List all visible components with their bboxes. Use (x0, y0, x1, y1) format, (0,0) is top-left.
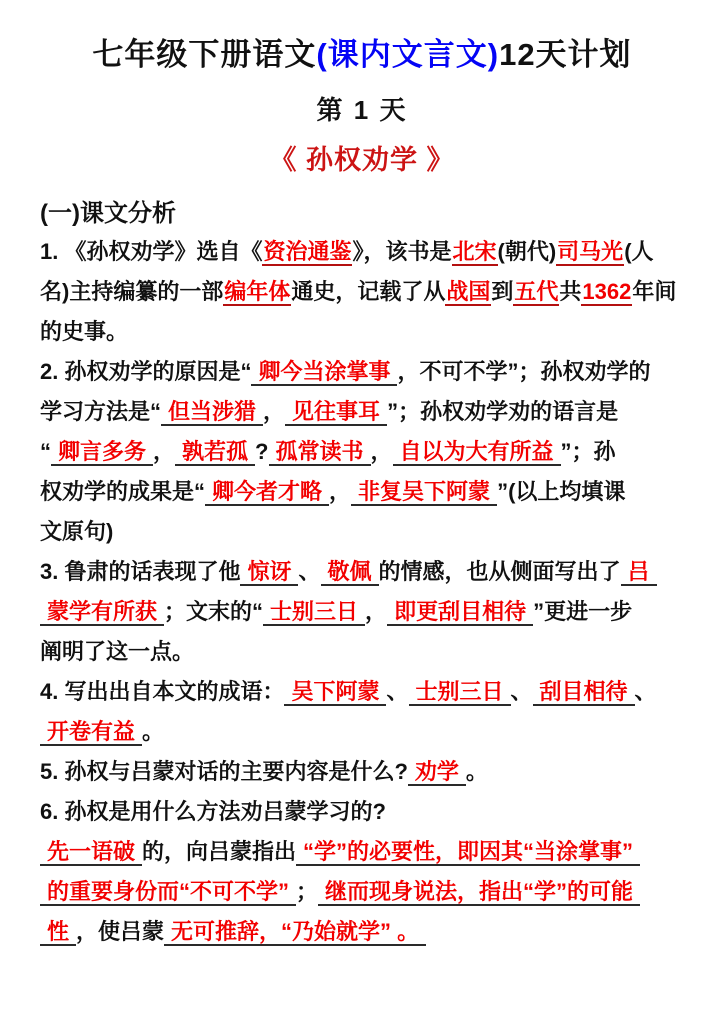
text-line (40, 472, 684, 512)
text-segment: 名)主持编纂的一部 (40, 278, 224, 304)
text-segment: 、 (298, 558, 321, 584)
text-line (40, 832, 684, 872)
answer-blank: 吴下阿蒙 (284, 679, 386, 706)
section-heading: (一)课文分析 (40, 199, 176, 227)
answer-blank: 战国 (446, 278, 491, 304)
page-title (40, 34, 684, 76)
text-segment: ? (255, 438, 269, 464)
text-segment: ”(以上均填课 (497, 478, 626, 504)
answer-blank: 蒙学有所获 (40, 599, 164, 626)
document-body (40, 232, 684, 952)
text-segment: 的史事。 (40, 318, 129, 344)
text-line (40, 872, 684, 912)
answer-blank: 开卷有益 (40, 719, 142, 746)
text-segment: ，使吕蒙 (76, 918, 165, 944)
text-line (40, 312, 684, 352)
text-segment: ， (329, 478, 352, 504)
text-segment: ， (153, 438, 176, 464)
text-segment: 》，该书是 (352, 238, 452, 264)
answer-blank: 司马光 (557, 238, 624, 264)
text-segment: 4. 写出出自本文的成语： (40, 678, 285, 704)
answer-blank: 自以为大有所益 (393, 439, 561, 466)
answer-blank: 孰若孤 (175, 439, 255, 466)
answer-blank: 卿今当涂掌事 (251, 359, 397, 386)
answer-blank: 编年体 (224, 278, 291, 304)
text-segment: ， (263, 398, 286, 424)
text-line (40, 912, 684, 952)
answer-blank: 继而现身说法，指出“学”的可能 (318, 879, 640, 906)
text-segment: ”更进一步 (533, 598, 633, 624)
answer-blank: 士别三日 (263, 599, 365, 626)
answer-blank: 刮目相待 (533, 679, 635, 706)
text-segment: ”；孙权劝学劝的语言是 (387, 398, 619, 424)
text-line (40, 232, 684, 272)
text-segment: 的，向吕蒙指出 (142, 838, 297, 864)
text-segment: 1. 《孙权劝学》选自《 (40, 238, 263, 264)
text-segment: 年间 (632, 278, 677, 304)
answer-blank: 五代 (514, 278, 559, 304)
answer-blank: 卿言多务 (51, 439, 153, 466)
text-segment: ，不可不学”；孙权劝学的 (397, 358, 651, 384)
text-segment: 、 (510, 678, 533, 704)
text-segment: 。 (142, 718, 165, 744)
text-segment: 学习方法是“ (40, 398, 162, 424)
answer-blank: 的重要身份而“不可不学” (40, 879, 296, 906)
answer-blank: 1362 (582, 278, 632, 304)
text-segment: ； (296, 878, 319, 904)
text-line (40, 632, 684, 672)
answer-blank: 性 (40, 919, 76, 946)
text-segment: 5. 孙权与吕蒙对话的主要内容是什么? (40, 758, 408, 784)
answer-blank: 惊讶 (240, 559, 298, 586)
title-segment: 七年级下册语文 (92, 37, 317, 72)
text-line (40, 552, 684, 592)
answer-blank: 即更刮目相待 (387, 599, 533, 626)
answer-blank: “学”的必要性，即因其“当涂掌事” (296, 839, 640, 866)
answer-blank: 资治通鉴 (263, 238, 352, 264)
text-line (40, 392, 684, 432)
answer-blank: 但当涉猎 (161, 399, 263, 426)
text-segment: ；文末的“ (164, 598, 264, 624)
text-line (40, 752, 684, 792)
answer-blank: 北宋 (452, 238, 497, 264)
answer-blank: 吕 (621, 559, 657, 586)
text-line (40, 592, 684, 632)
text-segment: (朝代) (497, 238, 557, 264)
text-segment: 阐明了这一点。 (40, 638, 195, 664)
text-segment: 通史，记载了从 (291, 278, 446, 304)
text-line (40, 272, 684, 312)
text-segment: 6. 孙权是用什么方法劝吕蒙学习的? (40, 798, 386, 824)
text-line (40, 712, 684, 752)
day-heading: 第 1 天 (316, 94, 408, 125)
text-segment: ， (365, 598, 388, 624)
answer-blank: 劝学 (408, 759, 466, 786)
text-line (40, 432, 684, 472)
answer-blank: 先一语破 (40, 839, 142, 866)
text-segment: 2. 孙权劝学的原因是“ (40, 358, 252, 384)
text-segment: “ (40, 438, 51, 464)
text-segment: 权劝学的成果是“ (40, 478, 206, 504)
answer-blank: 敬佩 (321, 559, 379, 586)
lesson-title: 《 孙权劝学 》 (269, 144, 455, 175)
answer-blank: 非复吴下阿蒙 (351, 479, 497, 506)
text-segment: 的情感，也从侧面写出了 (378, 558, 621, 584)
answer-blank: 卿今者才略 (205, 479, 329, 506)
text-segment: 。 (465, 758, 488, 784)
text-line (40, 512, 684, 552)
text-segment: (人 (624, 238, 654, 264)
answer-blank: 士别三日 (409, 679, 511, 706)
title-segment: (课内文言文) (316, 37, 500, 72)
answer-blank: 孤常读书 (269, 439, 371, 466)
text-segment: 3. 鲁肃的话表现了他 (40, 558, 241, 584)
text-segment: 到 (491, 278, 514, 304)
title-segment: 12天计划 (499, 37, 632, 72)
text-segment: 、 (634, 678, 657, 704)
text-segment: 、 (386, 678, 409, 704)
text-segment: 文原句) (40, 518, 114, 544)
text-line (40, 352, 684, 392)
text-line (40, 792, 684, 832)
text-segment: 共 (559, 278, 582, 304)
text-segment: ， (370, 438, 393, 464)
answer-blank: 见往事耳 (285, 399, 387, 426)
text-line (40, 672, 684, 712)
answer-blank: 无可推辞，“乃始就学” 。 (164, 919, 426, 946)
text-segment: ”；孙 (560, 438, 616, 464)
